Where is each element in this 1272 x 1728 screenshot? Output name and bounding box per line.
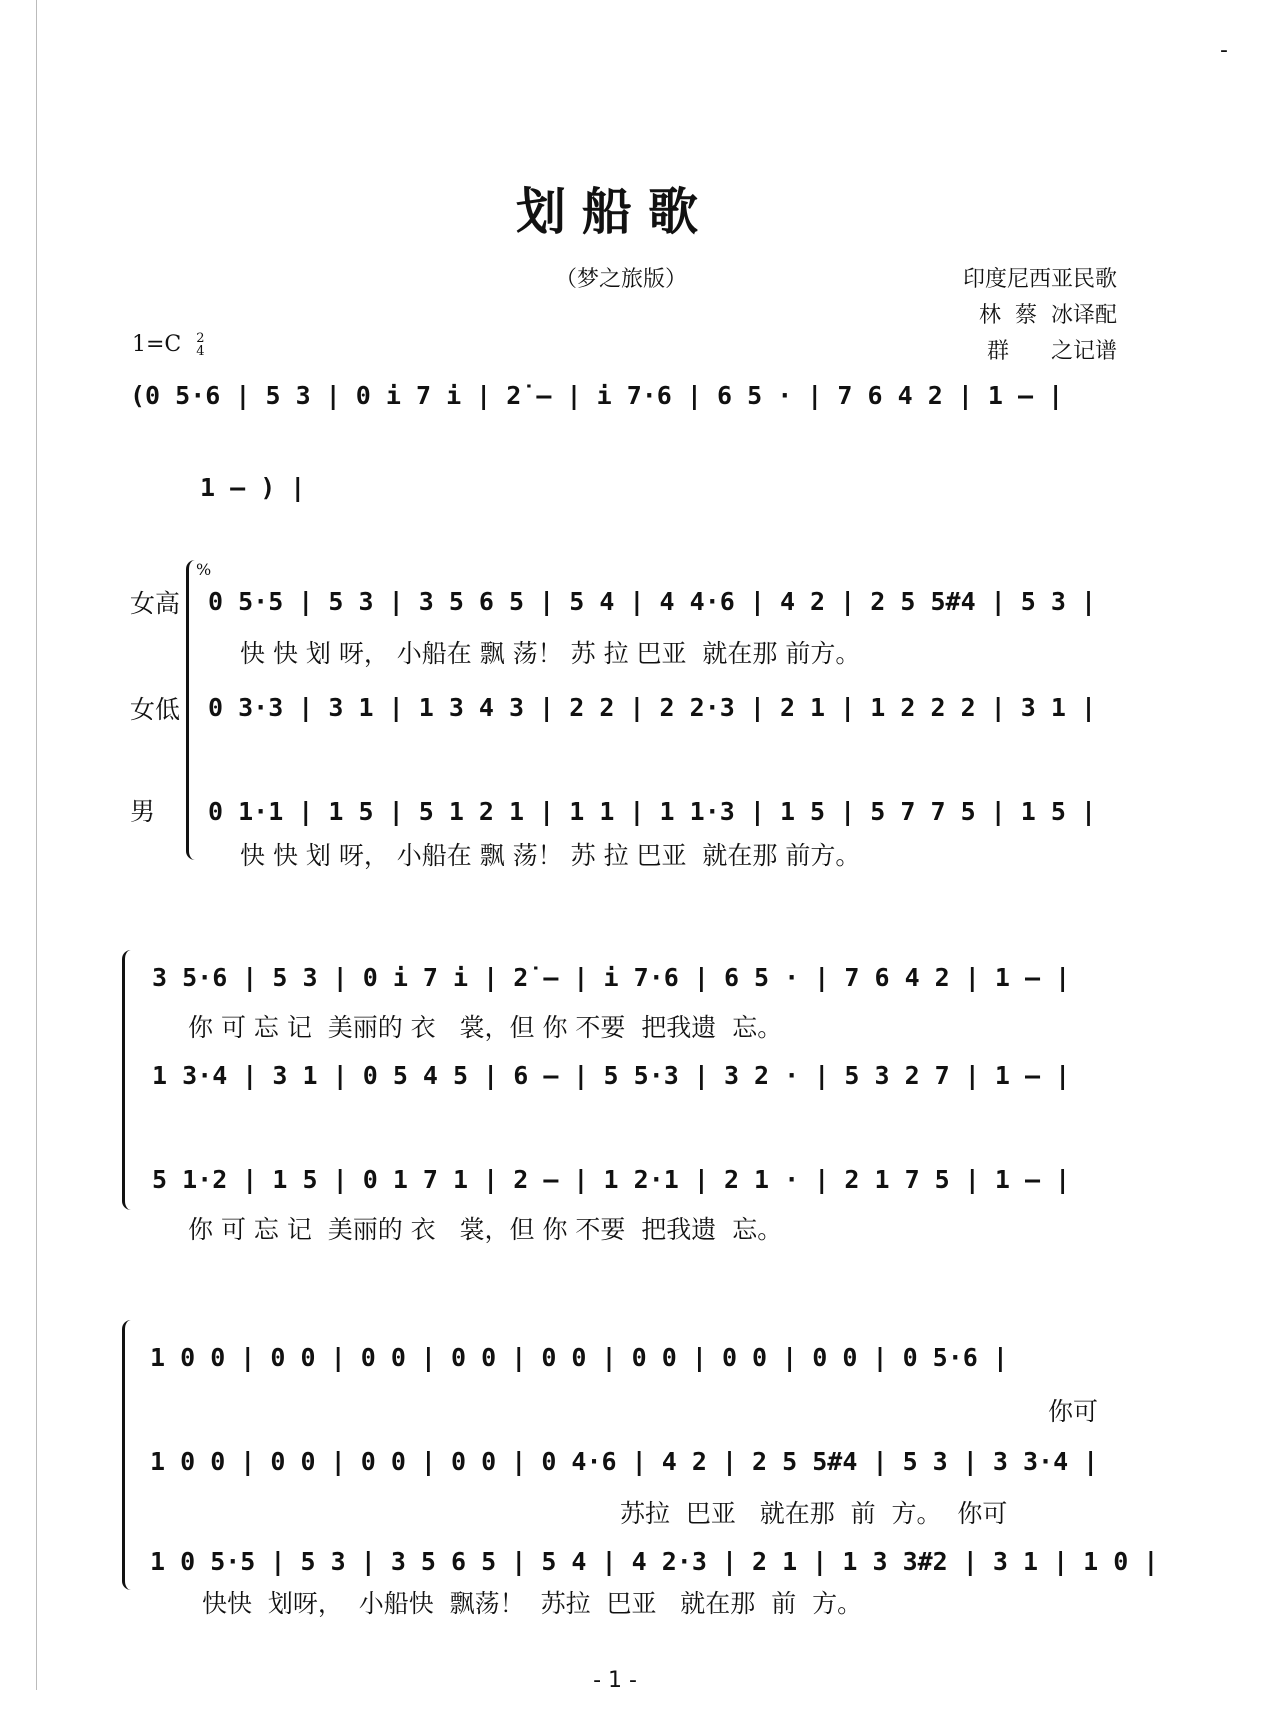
intro-line-2 [0, 468, 1150, 508]
version-subtitle: （梦之旅版） [555, 267, 688, 292]
system-1-male-lyrics: 快 快 划 呀， 小船在 飘 荡！ 苏 拉 巴亚 就在那 前方。 [240, 841, 861, 870]
time-signature [196, 332, 204, 358]
time-signature-bottom: 4 [196, 344, 205, 359]
label-alto: 女低 [130, 695, 181, 724]
system-2-soprano-row [0, 958, 1150, 998]
system-2-soprano-lyrics: 你 可 忘 记 美丽的 衣 裳，但 你 不要 把我遗 忘。 [188, 1013, 783, 1042]
system-3-male-notes: 1 0 5·5 | 5 3 | 3 5 6 5 | 5 4 | 4 2·3 | 2 1 | 1 3 3#2 | 3 1 | 1 0 | [150, 1547, 1159, 1576]
system-2-male-row [0, 1160, 1150, 1200]
corner-mark: - [1220, 38, 1228, 63]
system-2-soprano-lyrics-row [0, 1008, 1150, 1048]
system-3-alto-row [0, 1442, 1150, 1482]
system-3-alto-lyrics: 苏拉 巴亚 就在那 前 方。 你可 [620, 1499, 1008, 1528]
credit-origin: 印度尼西亚民歌 [962, 267, 1117, 292]
system-3-soprano-lyrics-row [0, 1392, 1150, 1432]
system-1-soprano-lyrics: 快 快 划 呀， 小船在 飘 荡！ 苏 拉 巴亚 就在那 前方。 [240, 639, 861, 668]
page-number: - 1 - [593, 1668, 637, 1693]
system-3-male-lyrics-row [0, 1584, 1150, 1624]
system-3-soprano-notes: 1 0 0 | 0 0 | 0 0 | 0 0 | 0 0 | 0 0 | 0 0 | 0 0 | 0 5·6 | [150, 1343, 1008, 1372]
system-3-alto-lyrics-row [0, 1494, 1150, 1534]
system-3-male-row [0, 1542, 1159, 1582]
key-signature [132, 332, 205, 358]
system-3-alto-notes: 1 0 0 | 0 0 | 0 0 | 0 0 | 0 4·6 | 4 2 | 2 5 5#4 | 5 3 | 3 3·4 | [150, 1447, 1099, 1476]
system-1-male-notes: 0 1·1 | 1 5 | 5 1 2 1 | 1 1 | 1 1·3 | 1 5 | 5 7 7 5 | 1 5 | [208, 797, 1097, 826]
system-1-soprano-lyrics-row [0, 634, 1150, 674]
key-text: 1=C [132, 332, 182, 357]
system-2-soprano-notes: 3 5·6 | 5 3 | 0 i 7 i | 2̇ – | i 7·6 | 6 5 · | 7 6 4 2 | 1 – | [152, 963, 1071, 992]
system-1-soprano-row [0, 582, 1150, 622]
credit-transcription: 群 之记谱 [987, 339, 1117, 364]
credit-translation: 林 蔡 冰译配 [979, 303, 1117, 328]
system-1-male-row [0, 792, 1150, 832]
intro-line-1 [0, 376, 1150, 416]
system-2-male-notes: 5 1·2 | 1 5 | 0 1 7 1 | 2 – | 1 2·1 | 2 1 · | 2 1 7 5 | 1 – | [152, 1165, 1071, 1194]
credits-block [963, 262, 1117, 370]
system-2-male-lyrics: 你 可 忘 记 美丽的 衣 裳，但 你 不要 把我遗 忘。 [188, 1215, 783, 1244]
system-1-alto-notes: 0 3·3 | 3 1 | 1 3 4 3 | 2 2 | 2 2·3 | 2 1 | 1 2 2 2 | 3 1 | [208, 693, 1097, 722]
label-soprano: 女高 [130, 589, 181, 618]
intro-notes-1: (0 5·6 | 5 3 | 0 i 7 i | 2̇ – | i 7·6 | 6 5 · | 7 6 4 2 | 1 – | [130, 381, 1064, 410]
system-3-soprano-row [0, 1338, 1150, 1378]
system-2-alto-notes: 1 3·4 | 3 1 | 0 5 4 5 | 6 – | 5 5·3 | 3 2 · | 5 3 2 7 | 1 – | [152, 1061, 1071, 1090]
system-1-alto-row [0, 688, 1150, 728]
label-male: 男 [130, 797, 156, 826]
system-1-soprano-notes: 0 5·5 | 5 3 | 3 5 6 5 | 5 4 | 4 4·6 | 4 2 | 2 5 5#4 | 5 3 | [208, 587, 1097, 616]
time-signature-top: 2 [196, 331, 205, 346]
system-3-male-lyrics: 快快 划呀， 小船快 飘荡！ 苏拉 巴亚 就在那 前 方。 [202, 1589, 863, 1618]
intro-notes-2: 1 – ) | [200, 473, 306, 502]
song-title: 划船歌 [516, 183, 714, 241]
segno-sign: % [196, 560, 212, 579]
system-3-soprano-lyrics: 你可 [1048, 1397, 1099, 1426]
system-1-male-lyrics-row [0, 836, 1150, 876]
system-2-male-lyrics-row [0, 1210, 1150, 1250]
system-2-alto-row [0, 1056, 1150, 1096]
